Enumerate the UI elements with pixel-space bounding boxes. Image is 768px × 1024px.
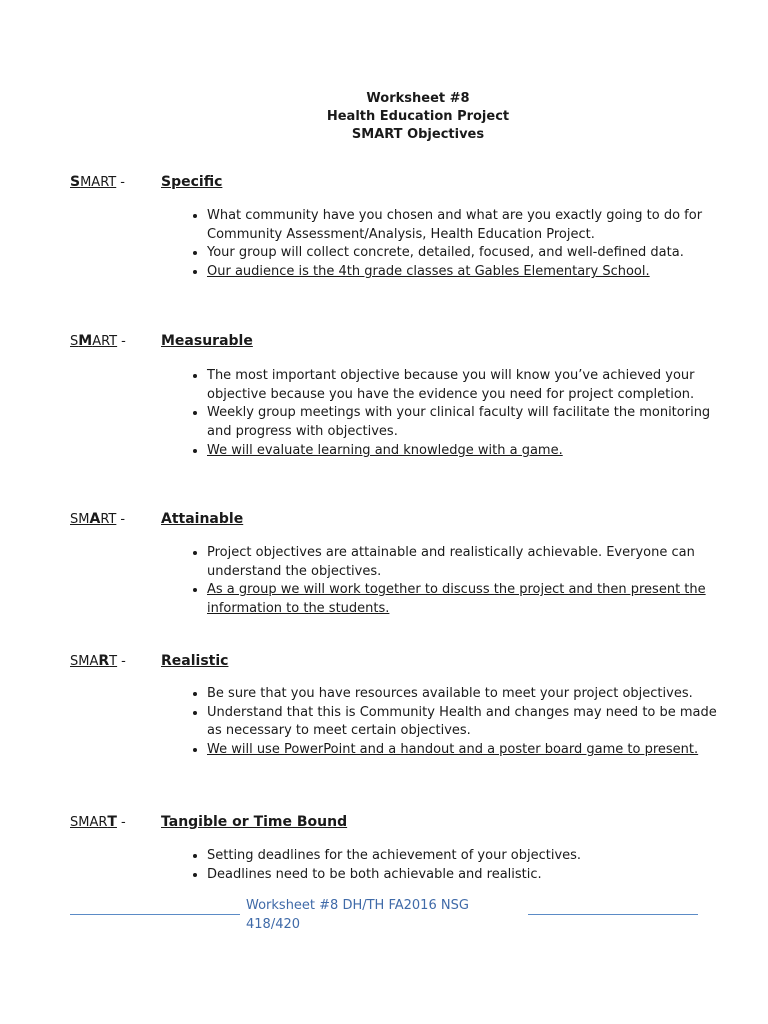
bullet-list xyxy=(183,367,717,461)
smart-acronym-label: SMART - xyxy=(70,333,126,349)
list-item: • Deadlines need to be both achievable and realistic. xyxy=(207,866,717,885)
smart-acronym-label: SMART - xyxy=(70,653,126,669)
list-item: • Our audience is the 4th grade classes at Gables Elementary School. xyxy=(207,263,717,282)
list-item: • Understand that this is Community Health and changes may need to be made as necessary to meet certain objectives. xyxy=(207,704,717,741)
list-item: • Project objectives are attainable and realistically achievable. Everyone can understand the objectives. xyxy=(207,544,717,581)
bullet-list xyxy=(183,685,717,760)
list-item: • Your group will collect concrete, detailed, focused, and well-defined data. xyxy=(207,244,717,263)
section-title-measurable: Measurable xyxy=(161,333,253,349)
footer-rule-right xyxy=(528,914,698,915)
section-title-specific: Specific xyxy=(161,174,223,190)
bullet-list xyxy=(183,847,717,884)
project-title: Health Education Project xyxy=(326,109,510,124)
smart-acronym-label: SMART - xyxy=(70,814,126,830)
worksheet-number: Worksheet #8 xyxy=(366,91,470,106)
document-title: SMART Objectives xyxy=(351,127,485,142)
page-footer xyxy=(70,896,698,936)
worksheet-header xyxy=(0,90,768,144)
list-item: • The most important objective because you will know you’ve achieved your objective because you have the evidence you need for project completion. xyxy=(207,367,717,404)
bullet-list xyxy=(183,544,717,619)
list-item: • What community have you chosen and what are you exactly going to do for Community Assessment/Analysis, Health Education Project. xyxy=(207,207,717,244)
smart-acronym-label: SMART - xyxy=(70,511,126,527)
list-item: • Weekly group meetings with your clinical faculty will facilitate the monitoring and progress with objectives. xyxy=(207,404,717,441)
smart-acronym-label: SMART - xyxy=(70,174,125,190)
footer-rule-left xyxy=(70,914,240,915)
list-item: • As a group we will work together to discuss the project and then present the information to the students. xyxy=(207,581,717,618)
list-item: • Be sure that you have resources available to meet your project objectives. xyxy=(207,685,717,704)
list-item: • We will evaluate learning and knowledge with a game. xyxy=(207,442,717,461)
list-item: • We will use PowerPoint and a handout and a poster board game to present. xyxy=(207,741,717,760)
section-title-time-bound: Tangible or Time Bound xyxy=(161,814,348,830)
bullet-list xyxy=(183,207,717,282)
section-title-realistic: Realistic xyxy=(161,653,229,669)
section-title-attainable: Attainable xyxy=(161,511,244,527)
list-item: • Setting deadlines for the achievement of your objectives. xyxy=(207,847,717,866)
footer-text: Worksheet #8 DH/TH FA2016 NSG 418/420 xyxy=(246,898,469,932)
